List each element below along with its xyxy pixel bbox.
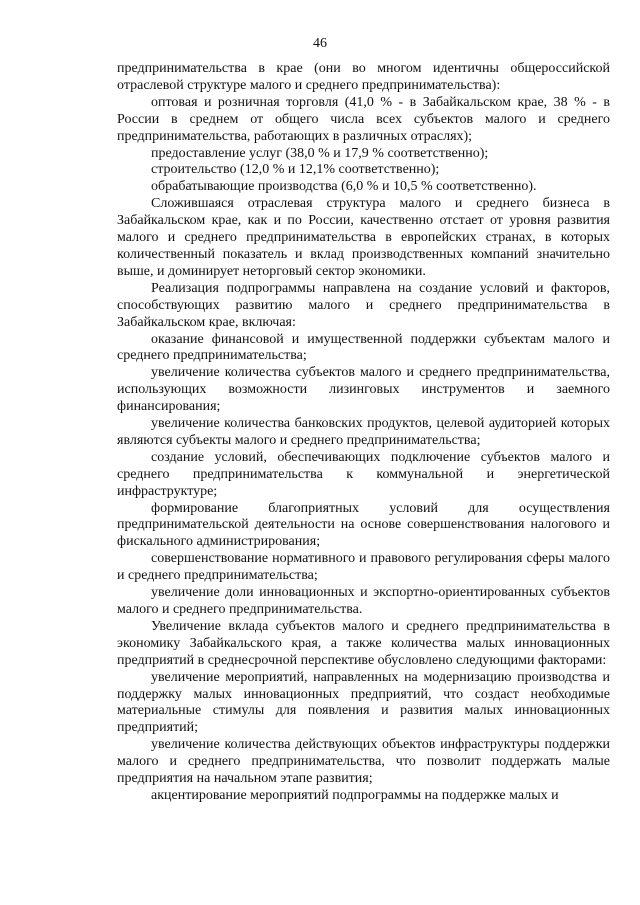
page-number: 46 [313,36,327,51]
paragraph: увеличение количества действующих объектов инфраструктуры поддержки малого и среднего предпринимательства, что позволит поддержать малые предприятия на начальном этапе развития; [117,737,610,787]
body-text [117,61,610,805]
paragraph: Реализация подпрограммы направлена на создание условий и факторов, способствующих развитию малого и среднего предпринимательства в Забайкальском крае, включая: [117,280,610,330]
paragraph: оптовая и розничная торговля (41,0 % - в Забайкальском крае, 38 % - в России в среднем от общего числа всех субъектов малого и среднего предпринимательства, работающих в различных отраслях); [117,94,610,144]
paragraph: совершенствование нормативного и правового регулирования сферы малого и среднего предпринимательства; [117,551,610,584]
paragraph: Увеличение вклада субъектов малого и среднего предпринимательства в экономику Забайкальского края, а также количества малых инновационных предприятий в среднесрочной перспективе обусловлено следующими факторами: [117,618,610,668]
paragraph: предпринимательства в крае (они во многом идентичны общероссийской отраслевой структуре малого и среднего предпринимательства): [117,61,610,93]
paragraph: увеличение количества банковских продуктов, целевой аудиторией которых являются субъекты малого и среднего предпринимательства; [117,416,610,448]
paragraph: обрабатывающие производства (6,0 % и 10,5 % соответственно). [151,179,537,195]
paragraph: предоставление услуг (38,0 % и 17,9 % соответственно); [151,145,489,161]
paragraph: увеличение мероприятий, направленных на модернизацию производства и поддержку малых инновационных предприятий, что создаст необходимые материальные стимулы для появления и развития малых инновационных предприятий; [117,669,610,736]
paragraph: увеличение количества субъектов малого и среднего предпринимательства, использующих возможности лизинговых инструментов и заемного финансирования; [117,365,610,415]
paragraph: создание условий, обеспечивающих подключение субъектов малого и среднего предпринимательства к коммунальной и энергетической инфраструктуре; [117,449,610,499]
paragraph: оказание финансовой и имущественной поддержки субъектам малого и среднего предпринимательства; [117,331,610,364]
paragraph: формирование благоприятных условий для осуществления предпринимательской деятельности на основе совершенствования налогового и фискального администрирования; [117,500,610,550]
paragraph: строительство (12,0 % и 12,1% соответственно); [151,162,440,178]
paragraph: Сложившаяся отраслевая структура малого и среднего бизнеса в Забайкальском крае, как и по России, качественно отстает от уровня развития малого и среднего предпринимательства в европейских странах, в которых количественный показатель и вклад производственных компаний значительно выше, и доминирует неторговый сектор экономики. [117,196,610,279]
paragraph: увеличение доли инновационных и экспортно-ориентированных субъектов малого и среднего предпринимательства. [117,585,610,617]
paragraph: акцентирование мероприятий подпрограммы на поддержке малых и [151,787,559,803]
